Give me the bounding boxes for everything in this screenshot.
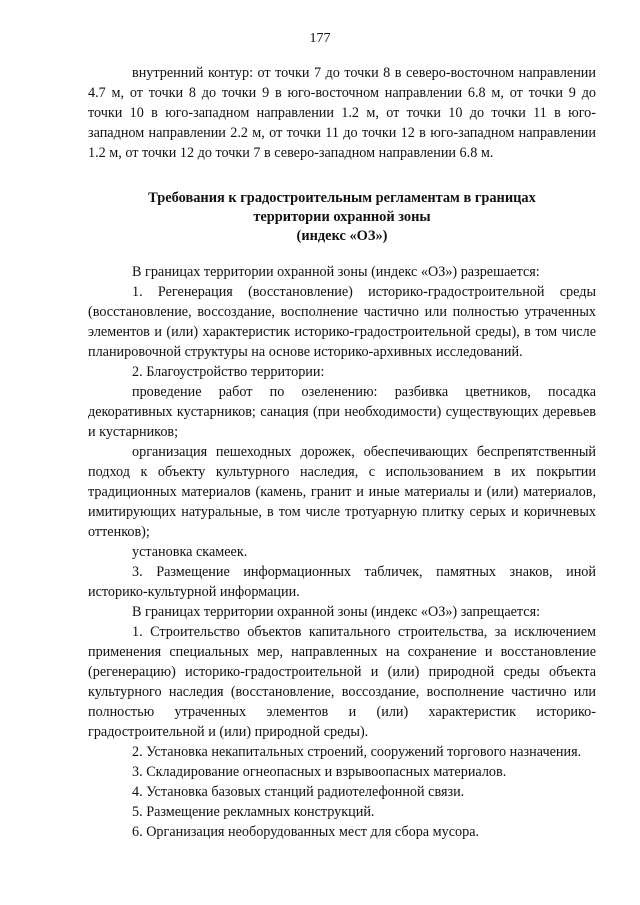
paragraph-forbidden-3: 3. Складирование огнеопасных и взрывоопасных материалов. (132, 764, 507, 780)
heading-line-3: (индекс «ОЗ») (296, 228, 388, 244)
paragraph-paths: организация пешеходных дорожек, обеспечивающих беспрепятственный подход к объекту культурного наследия, с использованием в их покрытии традиционных материалов (камень, гранит и иные материалы и (или) материалов, имитирующих натуральные, в том числе тротуарную плитку серых и коричневых оттенков); (88, 444, 596, 540)
heading-line-1: Требования к градостроительным регламентам в границах (148, 190, 536, 206)
paragraph-allowed-3: 3. Размещение информационных табличек, памятных знаков, иной историко-культурной информации. (88, 564, 596, 600)
paragraph-forbidden-1: 1. Строительство объектов капитального строительства, за исключением применения специальных мер, направленных на сохранение и восстановление (регенерацию) историко-градостроительной и (или) природной среды объекта культурного наследия (восстановление, воссоздание, восполнение частично или полностью утраченных элементов и (или) характеристик историко-градостроительной и (или) природной среды). (88, 624, 596, 740)
paragraph-allowed-2: 2. Благоустройство территории: (132, 364, 325, 380)
paragraph-benches: установка скамеек. (132, 544, 248, 560)
page-number: 177 (309, 31, 331, 46)
paragraph-forbidden-5: 5. Размещение рекламных конструкций. (132, 804, 375, 820)
paragraph-forbidden-2: 2. Установка некапитальных строений, сооружений торгового назначения. (132, 744, 582, 760)
paragraph-allowed-1: 1. Регенерация (восстановление) историко-градостроительной среды (восстановление, воссоздание, восполнение частично или полностью утраченных элементов и (или) характеристик историко-градостроительной среды), в том числе планировочной структуры на основе историко-архивных исследований. (88, 284, 596, 360)
paragraph-forbidden-4: 4. Установка базовых станций радиотелефонной связи. (132, 784, 465, 800)
paragraph-greening: проведение работ по озеленению: разбивка цветников, посадка декоративных кустарников; санация (при необходимости) существующих деревьев и кустарников; (88, 384, 596, 440)
heading-line-2: территории охранной зоны (253, 209, 431, 225)
intro-section (88, 63, 596, 163)
intro-paragraph: внутренний контур: от точки 7 до точки 8 в северо-восточном направлении 4.7 м, от точки 8 до точки 9 в юго-восточном направлении 6.8 м, от точки 9 до точки 10 в юго-западном направлении 1.2 м, от точки 10 до точки 11 в юго-западном направлении 2.2 м, от точки 11 до точки 12 в юго-западном направлении 1.2 м, от точки 12 до точки 7 в северо-западном направлении 6.8 м. (88, 65, 596, 161)
body-section (88, 262, 596, 842)
section-heading (88, 189, 596, 246)
paragraph-allowed-intro: В границах территории охранной зоны (индекс «ОЗ») разрешается: (132, 264, 540, 280)
paragraph-forbidden-intro: В границах территории охранной зоны (индекс «ОЗ») запрещается: (132, 604, 541, 620)
paragraph-forbidden-6: 6. Организация необорудованных мест для сбора мусора. (132, 824, 480, 840)
